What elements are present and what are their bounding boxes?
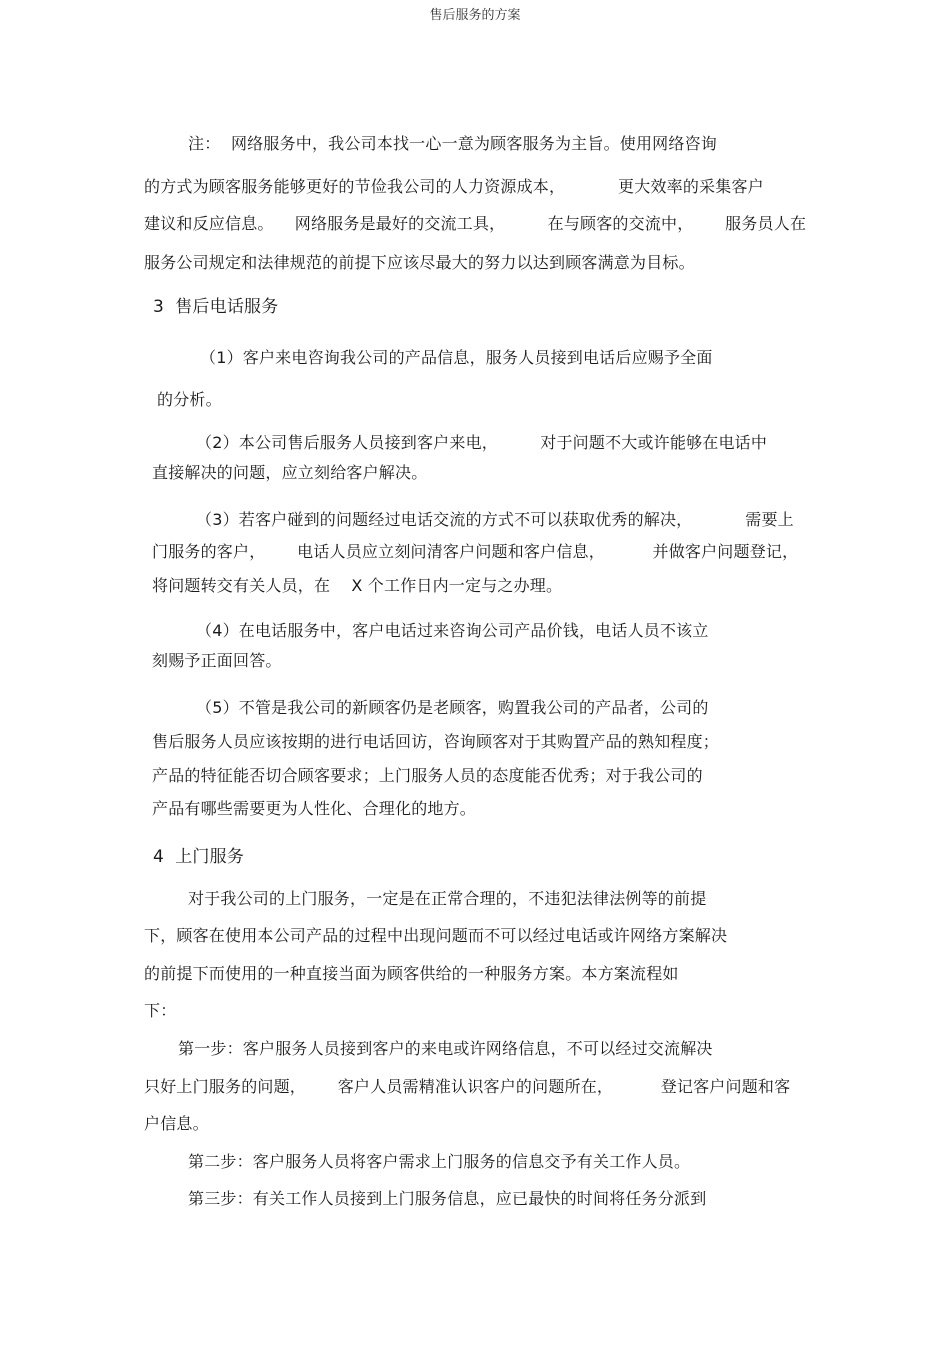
section-4-heading: 4 上门服务 bbox=[153, 847, 245, 867]
s3-item2-line-2: 直接解决的问题，应立刻给客户解决。 bbox=[152, 463, 428, 482]
s3-item5-line-3: 产品的特征能否切合顾客要求；上门服务人员的态度能否优秀；对于我公司的 bbox=[152, 766, 703, 785]
s4-intro-line-3: 的前提下而使用的一种直接当面为顾客供给的一种服务方案。本方案流程如 bbox=[144, 964, 679, 983]
s3-item4-line-1: （4）在电话服务中，客户电话过来咨询公司产品价钱，电话人员不该立 bbox=[196, 621, 709, 640]
s3-item5-line-4: 产品有哪些需要更为人性化、合理化的地方。 bbox=[152, 799, 477, 818]
s4-step1-line-2: 只好上门服务的问题， 客户人员需精准认识客户的问题所在， 登记客户问题和客 bbox=[144, 1077, 791, 1096]
s3-item3-line-1: （3）若客户碰到的问题经过电话交流的方式不可以获取优秀的解决， 需要上 bbox=[196, 510, 794, 529]
note-line-2: 的方式为顾客服务能够更好的节俭我公司的人力资源成本， 更大效率的采集客户 bbox=[144, 177, 764, 196]
s3-item4-line-2: 刻赐予正面回答。 bbox=[152, 651, 282, 670]
page-header-title: 售后服务的方案 bbox=[429, 8, 521, 23]
s3-item1-line-1: （1）客户来电咨询我公司的产品信息，服务人员接到电话后应赐予全面 bbox=[200, 348, 713, 367]
s3-item3-line-2: 门服务的客户， 电话人员应立刻问清客户问题和客户信息， 并做客户问题登记， bbox=[152, 542, 799, 561]
s3-item2-line-1: （2）本公司售后服务人员接到客户来电， 对于问题不大或许能够在电话中 bbox=[196, 433, 768, 452]
s4-intro-line-4: 下： bbox=[144, 1001, 177, 1020]
s4-intro-line-1: 对于我公司的上门服务，一定是在正常合理的，不违犯法律法例等的前提 bbox=[188, 889, 707, 908]
s3-item1-line-2: 的分析。 bbox=[157, 390, 222, 409]
s4-step2-line-1: 第二步：客户服务人员将客户需求上门服务的信息交予有关工作人员。 bbox=[188, 1152, 691, 1171]
note-line-3: 建议和反应信息。 网络服务是最好的交流工具， 在与顾客的交流中， 服务员人在 bbox=[144, 214, 807, 233]
s3-item3-line-3: 将问题转交有关人员，在 X 个工作日内一定与之办理。 bbox=[152, 576, 563, 595]
s4-step1-line-3: 户信息。 bbox=[144, 1114, 209, 1133]
s3-item5-line-1: （5）不管是我公司的新顾客仍是老顾客，购置我公司的产品者，公司的 bbox=[196, 698, 709, 717]
s4-step1-line-1: 第一步：客户服务人员接到客户的来电或许网络信息，不可以经过交流解决 bbox=[178, 1039, 713, 1058]
s4-step3-line-1: 第三步：有关工作人员接到上门服务信息，应已最快的时间将任务分派到 bbox=[188, 1189, 707, 1208]
note-line-1: 注： 网络服务中，我公司本找一心一意为顾客服务为主旨。使用网络咨询 bbox=[188, 134, 717, 153]
section-3-heading: 3 售后电话服务 bbox=[153, 297, 279, 317]
note-line-4: 服务公司规定和法律规范的前提下应该尽最大的努力以达到顾客满意为目标。 bbox=[144, 253, 695, 272]
s3-item5-line-2: 售后服务人员应该按期的进行电话回访，咨询顾客对于其购置产品的熟知程度； bbox=[152, 732, 720, 751]
s4-intro-line-2: 下，顾客在使用本公司产品的过程中出现问题而不可以经过电话或许网络方案解决 bbox=[144, 926, 728, 945]
